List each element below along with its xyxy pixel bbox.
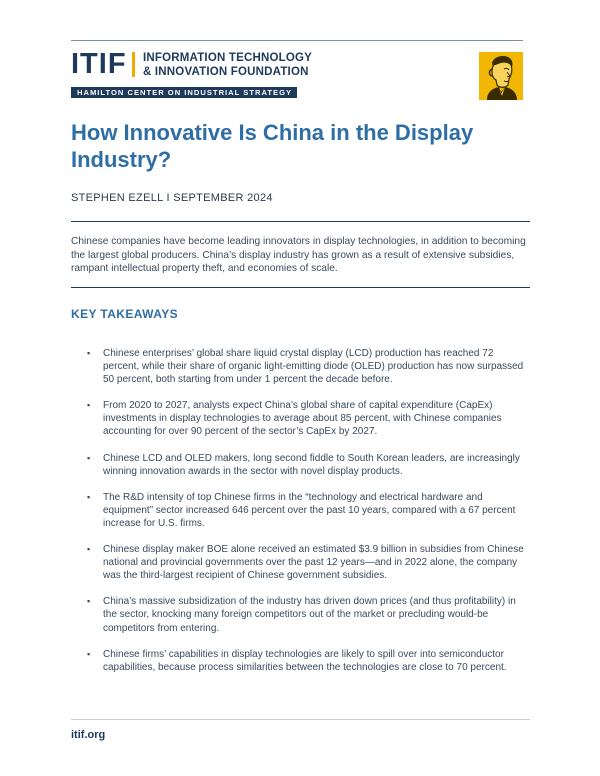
byline: STEPHEN EZELL I SEPTEMBER 2024 bbox=[71, 192, 273, 204]
summary-top-rule bbox=[71, 221, 530, 222]
itif-logo: ITIF bbox=[71, 48, 127, 80]
org-name-line1: INFORMATION TECHNOLOGY bbox=[143, 52, 313, 64]
org-name-line2: & INNOVATION FOUNDATION bbox=[143, 66, 309, 78]
key-takeaways-list bbox=[85, 347, 525, 674]
takeaway-item: ▪ The R&D intensity of top Chinese firms in the “technology and electrical hardware and equipment” sector increased 646 percent over the past 10 years, compared with a 67 percent increase for U.S. firms. bbox=[85, 491, 525, 530]
key-takeaways-heading: KEY TAKEAWAYS bbox=[71, 307, 179, 321]
takeaway-item: ▪ Chinese enterprises’ global share liquid crystal display (LCD) production has reached 72 percent, while their share of organic light-emitting diode (OLED) production has now surpassed 50 percent, both starting from under 1 percent the decade before. bbox=[85, 347, 525, 386]
footer-rule bbox=[71, 719, 530, 720]
takeaway-item: ▪ Chinese display maker BOE alone received an estimated $3.9 billion in subsidies from Chinese national and provincial governments over the past 12 years—and in 2022 alone, the company was the third-largest recipient of Chinese government subsidies. bbox=[85, 543, 525, 582]
hamilton-portrait-icon bbox=[479, 52, 523, 100]
takeaway-item: ▪ China’s massive subsidization of the industry has driven down prices (and thus profitability) in the sector, knocking many foreign competitors out of the market or precluding would-be competitors from entering. bbox=[85, 595, 525, 634]
takeaway-item: ▪ From 2020 to 2027, analysts expect China’s global share of capital expenditure (CapEx) investments in display technologies to average about 85 percent, with Chinese companies accounting for over 90 percent of the sector’s CapEx by 2027. bbox=[85, 399, 525, 438]
takeaway-item: ▪ Chinese firms’ capabilities in display technologies are likely to spill over into semiconductor capabilities, because process similarities between the technologies are close to 70 percent. bbox=[85, 648, 525, 674]
summary-text: Chinese companies have become leading innovators in display technologies, in addition to becoming the largest global producers. China’s display industry has grown as a result of extensive subsidies, rampant intellectual property theft, and economies of scale. bbox=[71, 236, 526, 274]
center-name: HAMILTON CENTER ON INDUSTRIAL STRATEGY bbox=[77, 88, 293, 97]
top-rule bbox=[71, 40, 523, 41]
takeaway-item: ▪ Chinese LCD and OLED makers, long second fiddle to South Korean leaders, are increasingly winning innovation awards in the sector with novel display products. bbox=[85, 452, 525, 478]
logo-separator bbox=[132, 52, 135, 77]
report-title: How Innovative Is China in the Display Industry? bbox=[71, 120, 474, 172]
center-name-bar bbox=[71, 87, 297, 98]
summary-bottom-rule bbox=[71, 287, 530, 288]
footer-url-link[interactable]: itif.org bbox=[71, 729, 106, 741]
